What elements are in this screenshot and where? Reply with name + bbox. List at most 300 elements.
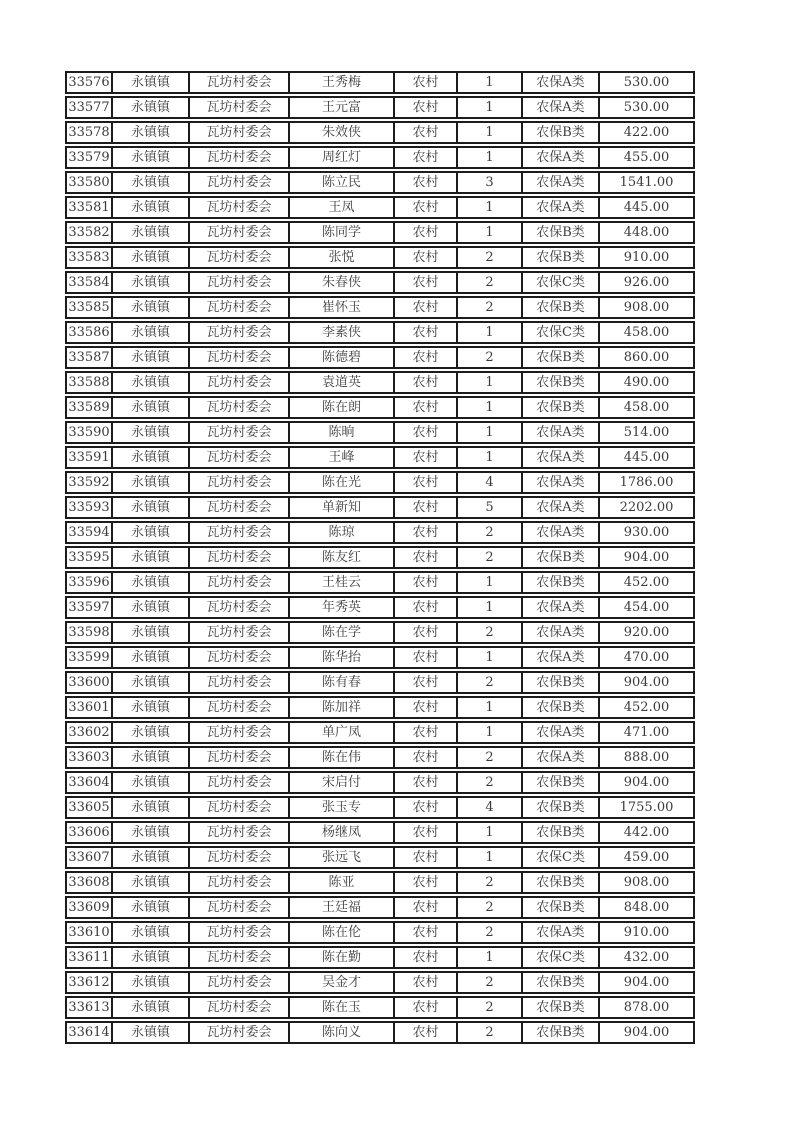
cell-town: 永镇镇 bbox=[113, 498, 190, 517]
cell-town: 永镇镇 bbox=[113, 748, 190, 767]
cell-person-count: 1 bbox=[458, 573, 523, 592]
cell-insurance-category: 农保B类 bbox=[523, 973, 600, 992]
cell-residence-type: 农村 bbox=[395, 773, 458, 792]
cell-town: 永镇镇 bbox=[113, 273, 190, 292]
cell-town: 永镇镇 bbox=[113, 723, 190, 742]
table-row bbox=[65, 621, 695, 644]
cell-person-count: 1 bbox=[458, 223, 523, 242]
cell-person-name: 陈在勤 bbox=[290, 948, 395, 967]
cell-town: 永镇镇 bbox=[113, 123, 190, 142]
table-row bbox=[65, 171, 695, 194]
cell-insurance-category: 农保A类 bbox=[523, 173, 600, 192]
cell-record-id: 33588 bbox=[67, 373, 113, 392]
cell-town: 永镇镇 bbox=[113, 573, 190, 592]
cell-village-committee: 瓦坊村委会 bbox=[190, 98, 290, 117]
cell-village-committee: 瓦坊村委会 bbox=[190, 648, 290, 667]
cell-record-id: 33600 bbox=[67, 673, 113, 692]
cell-person-count: 2 bbox=[458, 298, 523, 317]
cell-person-name: 崔怀玉 bbox=[290, 298, 395, 317]
cell-record-id: 33602 bbox=[67, 723, 113, 742]
cell-person-count: 3 bbox=[458, 173, 523, 192]
cell-village-committee: 瓦坊村委会 bbox=[190, 848, 290, 867]
cell-amount: 432.00 bbox=[623, 950, 670, 965]
cell-town: 永镇镇 bbox=[113, 73, 190, 92]
table-row bbox=[65, 846, 695, 869]
table-row bbox=[65, 146, 695, 169]
cell-person-name: 王元富 bbox=[290, 98, 395, 117]
cell-person-name: 陈在伟 bbox=[290, 748, 395, 767]
cell-insurance-category: 农保C类 bbox=[523, 848, 600, 867]
cell-residence-type: 农村 bbox=[395, 123, 458, 142]
cell-amount: 448.00 bbox=[623, 225, 670, 240]
cell-record-id: 33578 bbox=[67, 123, 113, 142]
cell-person-name: 张玉专 bbox=[290, 798, 395, 817]
cell-person-count: 4 bbox=[458, 798, 523, 817]
cell-record-id: 33599 bbox=[67, 648, 113, 667]
cell-person-name: 陈在伦 bbox=[290, 923, 395, 942]
table-row bbox=[65, 796, 695, 819]
cell-person-name: 陈在学 bbox=[290, 623, 395, 642]
cell-residence-type: 农村 bbox=[395, 998, 458, 1017]
cell-residence-type: 农村 bbox=[395, 273, 458, 292]
cell-person-count: 1 bbox=[458, 73, 523, 92]
cell-amount: 471.00 bbox=[623, 725, 670, 740]
cell-person-name: 李素侠 bbox=[290, 323, 395, 342]
table-row bbox=[65, 546, 695, 569]
cell-insurance-category: 农保A类 bbox=[523, 473, 600, 492]
cell-record-id: 33580 bbox=[67, 173, 113, 192]
cell-village-committee: 瓦坊村委会 bbox=[190, 448, 290, 467]
table-row bbox=[65, 421, 695, 444]
table-row bbox=[65, 446, 695, 469]
cell-amount: 442.00 bbox=[623, 825, 670, 840]
cell-village-committee: 瓦坊村委会 bbox=[190, 1023, 290, 1042]
cell-residence-type: 农村 bbox=[395, 1023, 458, 1042]
cell-residence-type: 农村 bbox=[395, 423, 458, 442]
cell-person-count: 1 bbox=[458, 323, 523, 342]
cell-person-name: 朱春侠 bbox=[290, 273, 395, 292]
insurance-roster-table bbox=[65, 71, 695, 1046]
cell-residence-type: 农村 bbox=[395, 948, 458, 967]
cell-village-committee: 瓦坊村委会 bbox=[190, 923, 290, 942]
cell-town: 永镇镇 bbox=[113, 423, 190, 442]
cell-person-name: 陈琼 bbox=[290, 523, 395, 542]
cell-town: 永镇镇 bbox=[113, 398, 190, 417]
cell-person-count: 4 bbox=[458, 473, 523, 492]
cell-person-name: 陈加祥 bbox=[290, 698, 395, 717]
table-row bbox=[65, 646, 695, 669]
cell-amount: 452.00 bbox=[623, 700, 670, 715]
cell-residence-type: 农村 bbox=[395, 148, 458, 167]
cell-residence-type: 农村 bbox=[395, 448, 458, 467]
cell-insurance-category: 农保B类 bbox=[523, 823, 600, 842]
cell-person-name: 陈德碧 bbox=[290, 348, 395, 367]
table-row bbox=[65, 996, 695, 1019]
cell-record-id: 33579 bbox=[67, 148, 113, 167]
cell-record-id: 33609 bbox=[67, 898, 113, 917]
cell-person-name: 王峰 bbox=[290, 448, 395, 467]
cell-insurance-category: 农保B类 bbox=[523, 773, 600, 792]
table-row bbox=[65, 246, 695, 269]
cell-village-committee: 瓦坊村委会 bbox=[190, 873, 290, 892]
cell-insurance-category: 农保A类 bbox=[523, 498, 600, 517]
cell-town: 永镇镇 bbox=[113, 923, 190, 942]
cell-amount: 1755.00 bbox=[619, 800, 674, 815]
cell-amount: 910.00 bbox=[623, 925, 670, 940]
cell-amount: 445.00 bbox=[623, 450, 670, 465]
cell-person-name: 王凤 bbox=[290, 198, 395, 217]
cell-town: 永镇镇 bbox=[113, 373, 190, 392]
cell-residence-type: 农村 bbox=[395, 598, 458, 617]
cell-village-committee: 瓦坊村委会 bbox=[190, 398, 290, 417]
cell-record-id: 33587 bbox=[67, 348, 113, 367]
cell-village-committee: 瓦坊村委会 bbox=[190, 973, 290, 992]
cell-person-count: 1 bbox=[458, 848, 523, 867]
cell-residence-type: 农村 bbox=[395, 923, 458, 942]
cell-residence-type: 农村 bbox=[395, 973, 458, 992]
cell-record-id: 33601 bbox=[67, 698, 113, 717]
cell-residence-type: 农村 bbox=[395, 173, 458, 192]
cell-town: 永镇镇 bbox=[113, 873, 190, 892]
cell-person-count: 1 bbox=[458, 98, 523, 117]
cell-residence-type: 农村 bbox=[395, 298, 458, 317]
cell-record-id: 33590 bbox=[67, 423, 113, 442]
cell-residence-type: 农村 bbox=[395, 873, 458, 892]
cell-record-id: 33614 bbox=[67, 1023, 113, 1042]
cell-person-name: 陈晌 bbox=[290, 423, 395, 442]
cell-town: 永镇镇 bbox=[113, 973, 190, 992]
cell-insurance-category: 农保B类 bbox=[523, 1023, 600, 1042]
cell-village-committee: 瓦坊村委会 bbox=[190, 73, 290, 92]
cell-record-id: 33576 bbox=[67, 73, 113, 92]
cell-record-id: 33606 bbox=[67, 823, 113, 842]
cell-record-id: 33593 bbox=[67, 498, 113, 517]
cell-village-committee: 瓦坊村委会 bbox=[190, 298, 290, 317]
cell-amount: 445.00 bbox=[623, 200, 670, 215]
cell-insurance-category: 农保B类 bbox=[523, 123, 600, 142]
cell-village-committee: 瓦坊村委会 bbox=[190, 123, 290, 142]
cell-person-count: 1 bbox=[458, 698, 523, 717]
cell-amount: 422.00 bbox=[623, 125, 670, 140]
cell-person-name: 周红灯 bbox=[290, 148, 395, 167]
cell-town: 永镇镇 bbox=[113, 598, 190, 617]
cell-amount: 1541.00 bbox=[619, 175, 674, 190]
cell-record-id: 33594 bbox=[67, 523, 113, 542]
cell-person-count: 2 bbox=[458, 1023, 523, 1042]
cell-record-id: 33598 bbox=[67, 623, 113, 642]
cell-person-count: 1 bbox=[458, 148, 523, 167]
cell-amount: 848.00 bbox=[623, 900, 670, 915]
cell-village-committee: 瓦坊村委会 bbox=[190, 798, 290, 817]
cell-record-id: 33612 bbox=[67, 973, 113, 992]
cell-town: 永镇镇 bbox=[113, 823, 190, 842]
cell-amount: 458.00 bbox=[623, 325, 670, 340]
cell-record-id: 33577 bbox=[67, 98, 113, 117]
cell-town: 永镇镇 bbox=[113, 1023, 190, 1042]
cell-insurance-category: 农保C类 bbox=[523, 323, 600, 342]
cell-person-name: 杨继凤 bbox=[290, 823, 395, 842]
cell-town: 永镇镇 bbox=[113, 198, 190, 217]
cell-person-name: 陈在光 bbox=[290, 473, 395, 492]
cell-person-count: 2 bbox=[458, 273, 523, 292]
table-row bbox=[65, 871, 695, 894]
cell-record-id: 33589 bbox=[67, 398, 113, 417]
cell-person-name: 张远飞 bbox=[290, 848, 395, 867]
table-row bbox=[65, 496, 695, 519]
cell-insurance-category: 农保A类 bbox=[523, 623, 600, 642]
cell-residence-type: 农村 bbox=[395, 473, 458, 492]
cell-amount: 470.00 bbox=[623, 650, 670, 665]
cell-insurance-category: 农保A类 bbox=[523, 98, 600, 117]
cell-person-count: 2 bbox=[458, 248, 523, 267]
cell-person-name: 陈华抬 bbox=[290, 648, 395, 667]
cell-record-id: 33582 bbox=[67, 223, 113, 242]
cell-person-count: 2 bbox=[458, 923, 523, 942]
cell-residence-type: 农村 bbox=[395, 748, 458, 767]
cell-village-committee: 瓦坊村委会 bbox=[190, 748, 290, 767]
cell-amount: 908.00 bbox=[623, 875, 670, 890]
cell-amount: 904.00 bbox=[623, 775, 670, 790]
cell-town: 永镇镇 bbox=[113, 173, 190, 192]
cell-town: 永镇镇 bbox=[113, 673, 190, 692]
cell-record-id: 33592 bbox=[67, 473, 113, 492]
cell-person-count: 2 bbox=[458, 548, 523, 567]
cell-village-committee: 瓦坊村委会 bbox=[190, 423, 290, 442]
cell-person-count: 2 bbox=[458, 973, 523, 992]
cell-insurance-category: 农保B类 bbox=[523, 298, 600, 317]
cell-village-committee: 瓦坊村委会 bbox=[190, 548, 290, 567]
cell-person-count: 1 bbox=[458, 598, 523, 617]
cell-amount: 878.00 bbox=[623, 1000, 670, 1015]
cell-town: 永镇镇 bbox=[113, 548, 190, 567]
cell-record-id: 33611 bbox=[67, 948, 113, 967]
cell-village-committee: 瓦坊村委会 bbox=[190, 673, 290, 692]
cell-residence-type: 农村 bbox=[395, 723, 458, 742]
cell-person-name: 袁道英 bbox=[290, 373, 395, 392]
cell-insurance-category: 农保B类 bbox=[523, 548, 600, 567]
table-row bbox=[65, 321, 695, 344]
cell-residence-type: 农村 bbox=[395, 798, 458, 817]
cell-insurance-category: 农保B类 bbox=[523, 398, 600, 417]
cell-town: 永镇镇 bbox=[113, 798, 190, 817]
cell-town: 永镇镇 bbox=[113, 298, 190, 317]
cell-insurance-category: 农保A类 bbox=[523, 923, 600, 942]
cell-village-committee: 瓦坊村委会 bbox=[190, 323, 290, 342]
cell-person-count: 1 bbox=[458, 723, 523, 742]
cell-residence-type: 农村 bbox=[395, 198, 458, 217]
cell-town: 永镇镇 bbox=[113, 948, 190, 967]
cell-record-id: 33595 bbox=[67, 548, 113, 567]
table-row bbox=[65, 346, 695, 369]
cell-village-committee: 瓦坊村委会 bbox=[190, 898, 290, 917]
cell-village-committee: 瓦坊村委会 bbox=[190, 173, 290, 192]
cell-town: 永镇镇 bbox=[113, 448, 190, 467]
cell-town: 永镇镇 bbox=[113, 98, 190, 117]
cell-residence-type: 农村 bbox=[395, 823, 458, 842]
cell-residence-type: 农村 bbox=[395, 848, 458, 867]
cell-village-committee: 瓦坊村委会 bbox=[190, 998, 290, 1017]
cell-amount: 910.00 bbox=[623, 250, 670, 265]
cell-person-count: 1 bbox=[458, 123, 523, 142]
cell-village-committee: 瓦坊村委会 bbox=[190, 823, 290, 842]
cell-village-committee: 瓦坊村委会 bbox=[190, 198, 290, 217]
cell-insurance-category: 农保A类 bbox=[523, 598, 600, 617]
cell-person-count: 1 bbox=[458, 373, 523, 392]
cell-residence-type: 农村 bbox=[395, 623, 458, 642]
cell-person-count: 1 bbox=[458, 448, 523, 467]
cell-residence-type: 农村 bbox=[395, 523, 458, 542]
cell-amount: 904.00 bbox=[623, 1025, 670, 1040]
cell-insurance-category: 农保B类 bbox=[523, 698, 600, 717]
cell-person-count: 2 bbox=[458, 748, 523, 767]
cell-residence-type: 农村 bbox=[395, 573, 458, 592]
cell-insurance-category: 农保A类 bbox=[523, 148, 600, 167]
table-row bbox=[65, 71, 695, 94]
cell-town: 永镇镇 bbox=[113, 773, 190, 792]
cell-insurance-category: 农保B类 bbox=[523, 373, 600, 392]
table-row bbox=[65, 696, 695, 719]
cell-person-count: 5 bbox=[458, 498, 523, 517]
cell-person-name: 单广凤 bbox=[290, 723, 395, 742]
cell-town: 永镇镇 bbox=[113, 323, 190, 342]
cell-amount: 490.00 bbox=[623, 375, 670, 390]
cell-person-name: 陈在朗 bbox=[290, 398, 395, 417]
cell-village-committee: 瓦坊村委会 bbox=[190, 473, 290, 492]
table-row bbox=[65, 296, 695, 319]
cell-insurance-category: 农保B类 bbox=[523, 798, 600, 817]
cell-residence-type: 农村 bbox=[395, 398, 458, 417]
cell-insurance-category: 农保A类 bbox=[523, 198, 600, 217]
cell-village-committee: 瓦坊村委会 bbox=[190, 698, 290, 717]
cell-record-id: 33583 bbox=[67, 248, 113, 267]
cell-village-committee: 瓦坊村委会 bbox=[190, 573, 290, 592]
cell-village-committee: 瓦坊村委会 bbox=[190, 948, 290, 967]
cell-person-name: 陈在玉 bbox=[290, 998, 395, 1017]
cell-person-name: 王廷福 bbox=[290, 898, 395, 917]
cell-person-name: 陈亚 bbox=[290, 873, 395, 892]
cell-person-count: 1 bbox=[458, 198, 523, 217]
table-row bbox=[65, 821, 695, 844]
cell-person-count: 2 bbox=[458, 623, 523, 642]
cell-record-id: 33607 bbox=[67, 848, 113, 867]
cell-person-count: 2 bbox=[458, 898, 523, 917]
cell-record-id: 33613 bbox=[67, 998, 113, 1017]
cell-residence-type: 农村 bbox=[395, 698, 458, 717]
cell-amount: 926.00 bbox=[623, 275, 670, 290]
cell-amount: 530.00 bbox=[623, 75, 670, 90]
cell-insurance-category: 农保B类 bbox=[523, 898, 600, 917]
cell-amount: 908.00 bbox=[623, 300, 670, 315]
cell-person-count: 1 bbox=[458, 423, 523, 442]
cell-amount: 530.00 bbox=[623, 100, 670, 115]
cell-insurance-category: 农保A类 bbox=[523, 648, 600, 667]
cell-village-committee: 瓦坊村委会 bbox=[190, 598, 290, 617]
cell-residence-type: 农村 bbox=[395, 648, 458, 667]
table-row bbox=[65, 896, 695, 919]
cell-person-name: 吴金才 bbox=[290, 973, 395, 992]
table-row bbox=[65, 971, 695, 994]
cell-town: 永镇镇 bbox=[113, 898, 190, 917]
cell-village-committee: 瓦坊村委会 bbox=[190, 148, 290, 167]
cell-record-id: 33584 bbox=[67, 273, 113, 292]
cell-person-name: 陈友红 bbox=[290, 548, 395, 567]
cell-village-committee: 瓦坊村委会 bbox=[190, 773, 290, 792]
table-row bbox=[65, 1021, 695, 1044]
cell-village-committee: 瓦坊村委会 bbox=[190, 248, 290, 267]
cell-insurance-category: 农保B类 bbox=[523, 998, 600, 1017]
table-row bbox=[65, 371, 695, 394]
cell-amount: 920.00 bbox=[623, 625, 670, 640]
table-row bbox=[65, 396, 695, 419]
cell-town: 永镇镇 bbox=[113, 348, 190, 367]
cell-record-id: 33591 bbox=[67, 448, 113, 467]
cell-record-id: 33608 bbox=[67, 873, 113, 892]
cell-town: 永镇镇 bbox=[113, 698, 190, 717]
cell-amount: 860.00 bbox=[623, 350, 670, 365]
cell-residence-type: 农村 bbox=[395, 323, 458, 342]
cell-person-name: 单新知 bbox=[290, 498, 395, 517]
cell-person-name: 宋启付 bbox=[290, 773, 395, 792]
cell-town: 永镇镇 bbox=[113, 998, 190, 1017]
cell-village-committee: 瓦坊村委会 bbox=[190, 373, 290, 392]
cell-person-name: 年秀英 bbox=[290, 598, 395, 617]
cell-amount: 454.00 bbox=[623, 600, 670, 615]
cell-residence-type: 农村 bbox=[395, 223, 458, 242]
cell-person-name: 陈同学 bbox=[290, 223, 395, 242]
cell-record-id: 33610 bbox=[67, 923, 113, 942]
cell-amount: 2202.00 bbox=[619, 500, 674, 515]
cell-insurance-category: 农保B类 bbox=[523, 223, 600, 242]
cell-person-count: 2 bbox=[458, 348, 523, 367]
cell-residence-type: 农村 bbox=[395, 348, 458, 367]
cell-insurance-category: 农保A类 bbox=[523, 723, 600, 742]
cell-person-count: 2 bbox=[458, 773, 523, 792]
table-row bbox=[65, 221, 695, 244]
table-row bbox=[65, 471, 695, 494]
cell-village-committee: 瓦坊村委会 bbox=[190, 723, 290, 742]
cell-amount: 904.00 bbox=[623, 550, 670, 565]
cell-amount: 514.00 bbox=[623, 425, 670, 440]
cell-person-name: 王秀梅 bbox=[290, 73, 395, 92]
table-row bbox=[65, 771, 695, 794]
table-row bbox=[65, 596, 695, 619]
cell-person-name: 王桂云 bbox=[290, 573, 395, 592]
cell-record-id: 33596 bbox=[67, 573, 113, 592]
cell-insurance-category: 农保A类 bbox=[523, 423, 600, 442]
cell-record-id: 33581 bbox=[67, 198, 113, 217]
cell-insurance-category: 农保B类 bbox=[523, 573, 600, 592]
table-row bbox=[65, 271, 695, 294]
cell-person-count: 1 bbox=[458, 398, 523, 417]
cell-village-committee: 瓦坊村委会 bbox=[190, 623, 290, 642]
cell-amount: 1786.00 bbox=[619, 475, 674, 490]
cell-amount: 452.00 bbox=[623, 575, 670, 590]
table-row bbox=[65, 921, 695, 944]
cell-person-count: 2 bbox=[458, 523, 523, 542]
cell-town: 永镇镇 bbox=[113, 473, 190, 492]
cell-residence-type: 农村 bbox=[395, 98, 458, 117]
cell-amount: 459.00 bbox=[623, 850, 670, 865]
cell-person-count: 1 bbox=[458, 648, 523, 667]
cell-insurance-category: 农保B类 bbox=[523, 248, 600, 267]
cell-insurance-category: 农保B类 bbox=[523, 348, 600, 367]
cell-village-committee: 瓦坊村委会 bbox=[190, 273, 290, 292]
cell-record-id: 33604 bbox=[67, 773, 113, 792]
cell-residence-type: 农村 bbox=[395, 373, 458, 392]
cell-person-count: 2 bbox=[458, 873, 523, 892]
cell-town: 永镇镇 bbox=[113, 848, 190, 867]
cell-person-name: 陈有春 bbox=[290, 673, 395, 692]
